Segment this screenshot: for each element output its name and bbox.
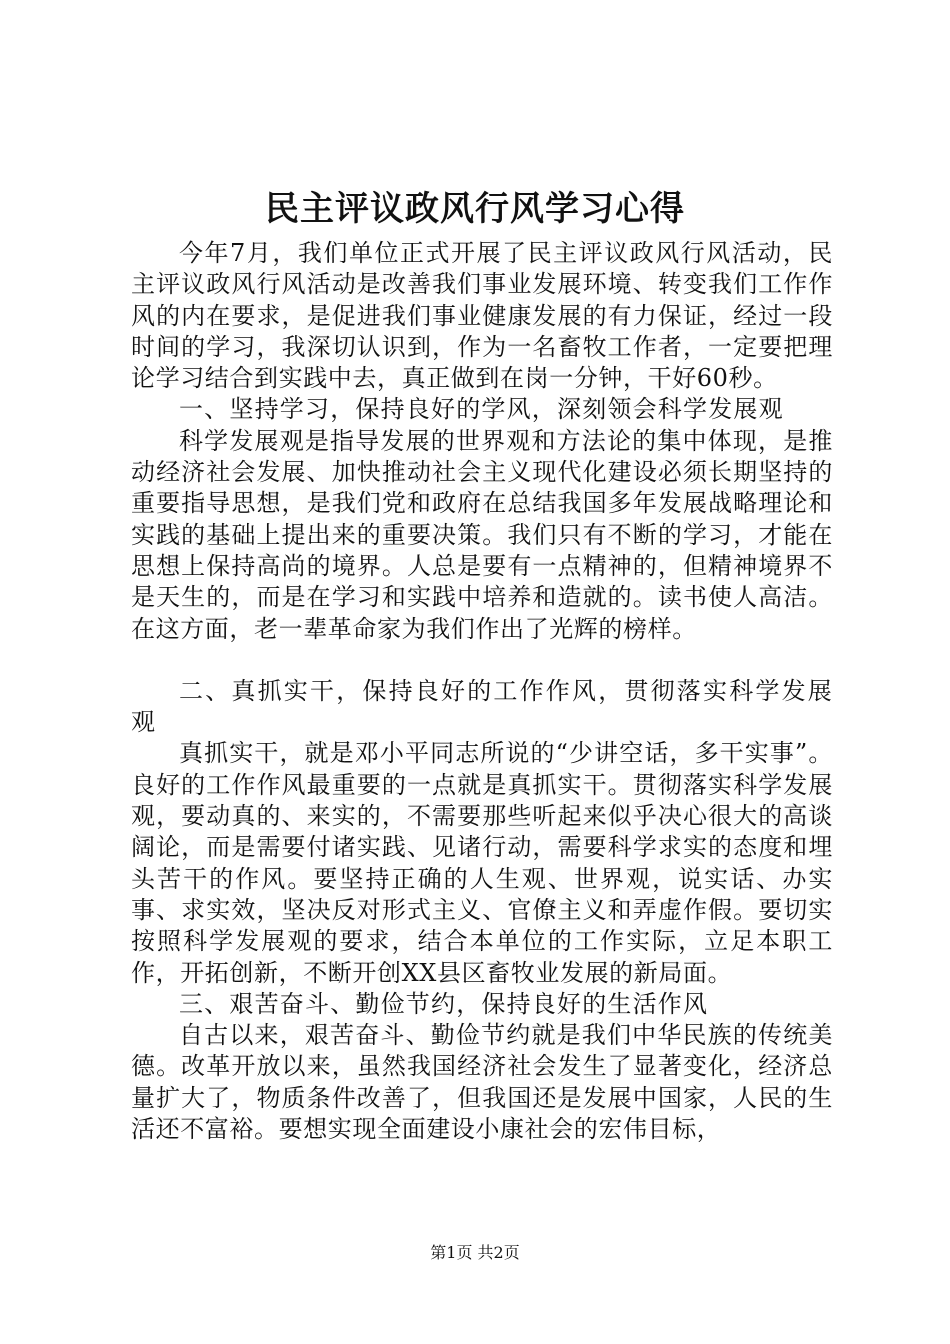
page-number: 第1页 共2页 [430, 1243, 520, 1262]
section-heading-3: 三、艰苦奋斗、勤俭节约，保持良好的生活作风 [179, 989, 709, 1018]
section-3-paragraph: 自古以来，艰苦奋斗、勤俭节约就是我们中华民族的传统美德。改革开放以来，虽然我国经济社会发生了显著变化，经济总量扩大了，物质条件改善了，但我国还是发展中国家，人民的生活还不富裕。要想实现全面建设小康社会的宏伟目标， [131, 1021, 833, 1144]
section-2-paragraph: 真抓实干，就是邓小平同志所说的“少讲空话，多干实事”。良好的工作作风最重要的一点就是真抓实干。贯彻落实科学发展观，要动真的、来实的，不需要那些听起来似乎决心很大的高谈阔论，而是需要付诸实践、见诸行动，需要科学求实的态度和埋头苦干的作风。要坚持正确的人生观、世界观，说实话、办实事、求实效，坚决反对形式主义、官僚主义和弄虚作假。要切实按照科学发展观的要求，结合本单位的工作实际，立足本职工作，开拓创新，不断开创XX县区畜牧业发展的新局面。 [131, 739, 833, 987]
intro-paragraph: 今年7月，我们单位正式开展了民主评议政风行风活动，民主评议政风行风活动是改善我们事业发展环境、转变我们工作作风的内在要求，是促进我们事业健康发展的有力保证，经过一段时间的学习，我深切认识到，作为一名畜牧工作者，一定要把理论学习结合到实践中去，真正做到在岗一分钟，干好60秒。 [131, 239, 833, 393]
blank-line [131, 645, 833, 676]
document-title: 民主评议政风行风学习心得 [265, 189, 685, 229]
section-1-paragraph: 科学发展观是指导发展的世界观和方法论的集中体现，是推动经济社会发展、加快推动社会主义现代化建设必须长期坚持的重要指导思想，是我们党和政府在总结我国多年发展战略理论和实践的基础上提出来的重要决策。我们只有不断的学习，才能在思想上保持高尚的境界。人总是要有一点精神的，但精神境界不是天生的，而是在学习和实践中培养和造就的。读书使人高洁。在这方面，老一辈革命家为我们作出了光辉的榜样。 [131, 426, 833, 643]
document-body [131, 238, 833, 1145]
section-heading-1: 一、坚持学习，保持良好的学风，深刻领会科学发展观 [179, 395, 784, 424]
section-heading-2: 二、真抓实干，保持良好的工作作风，贯彻落实科学发展观 [131, 676, 833, 737]
